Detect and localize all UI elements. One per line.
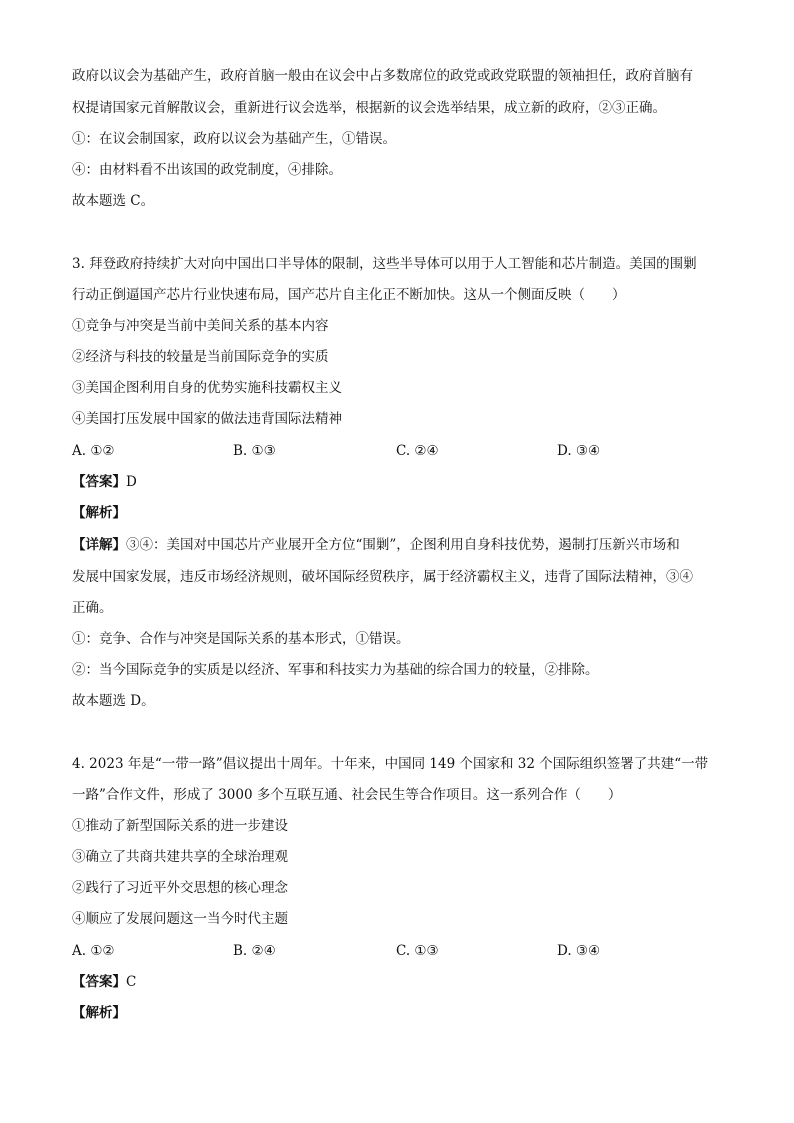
detail-line: 【详解】③④：美国对中国芯片产业展开全方位“围剿”，企图利用自身科技优势，遏制打压新兴市场和 xyxy=(72,537,680,553)
option-c: C. ①③ xyxy=(396,943,439,959)
option-b: B. ①③ xyxy=(233,443,276,459)
answer-tag: 【答案】 xyxy=(72,474,126,490)
answer-tag: 【答案】 xyxy=(72,974,126,990)
detail-line: ②：当今国际竞争的实质是以经济、军事和科技实力为基础的综合国力的较量，②排除。 xyxy=(72,662,599,678)
option-a: A. ①② xyxy=(72,943,115,959)
option-a: A. ①② xyxy=(72,443,115,459)
paragraph-line: ①：在议会制国家，政府以议会为基础产生，①错误。 xyxy=(72,131,396,147)
question-stem: 行动正倒逼国产芯片行业快速布局，国产芯片自主化正不断加快。这从一个侧面反映（ ） xyxy=(72,287,626,303)
paragraph-line: 权提请国家元首解散议会，重新进行议会选举，根据新的议会选举结果，成立新的政府，②③正确。 xyxy=(72,100,666,116)
detail-line: ①：竞争、合作与冲突是国际关系的基本形式，①错误。 xyxy=(72,631,410,647)
question-stem: 4. 2023 年是“一带一路”倡议提出十周年。十年来，中国同 149 个国家和 32 个国际组织签署了共建“一带 xyxy=(72,756,709,772)
answer-value: D xyxy=(126,474,137,490)
detail-tag: 【详解】 xyxy=(72,537,126,553)
answer-line xyxy=(72,472,137,492)
analysis-tag: 【解析】 xyxy=(72,505,126,521)
option-d: D. ③④ xyxy=(557,443,601,459)
statement-item: ②践行了习近平外交思想的核心理念 xyxy=(72,880,288,896)
statement-item: ③美国企图利用自身的优势实施科技霸权主义 xyxy=(72,380,342,396)
statement-item: ④美国打压发展中国家的做法违背国际法精神 xyxy=(72,411,342,427)
paragraph-line: 政府以议会为基础产生，政府首脑一般由在议会中占多数席位的政党或政党联盟的领袖担任，政府首脑有 xyxy=(72,68,693,84)
option-b: B. ②④ xyxy=(233,943,276,959)
statement-item: ③确立了共商共建共享的全球治理观 xyxy=(72,849,288,865)
analysis-tag: 【解析】 xyxy=(72,1005,126,1021)
question-stem: 3. 拜登政府持续扩大对向中国出口半导体的限制，这些半导体可以用于人工智能和芯片制造。美国的围剿 xyxy=(72,256,697,272)
answer-line xyxy=(72,972,136,992)
statement-item: ①竞争与冲突是当前中美间关系的基本内容 xyxy=(72,318,329,334)
conclusion-line: 故本题选 C。 xyxy=(72,193,155,209)
option-c: C. ②④ xyxy=(396,443,439,459)
detail-line: 发展中国家发展，违反市场经济规则，破坏国际经贸秩序，属于经济霸权主义，违背了国际法精神，③④ xyxy=(72,569,693,585)
statement-item: ②经济与科技的较量是当前国际竞争的实质 xyxy=(72,349,329,365)
option-d: D. ③④ xyxy=(557,943,601,959)
conclusion-line: 故本题选 D。 xyxy=(72,693,155,709)
statement-item: ①推动了新型国际关系的进一步建设 xyxy=(72,818,288,834)
detail-line: 正确。 xyxy=(72,600,113,616)
answer-value: C xyxy=(126,974,137,990)
paragraph-line: ④：由材料看不出该国的政党制度，④排除。 xyxy=(72,162,342,178)
question-stem: 一路”合作文件，形成了 3000 多个互联互通、社会民生等合作项目。这一系列合作（ ） xyxy=(72,787,622,803)
statement-item: ④顺应了发展问题这一当今时代主题 xyxy=(72,911,288,927)
